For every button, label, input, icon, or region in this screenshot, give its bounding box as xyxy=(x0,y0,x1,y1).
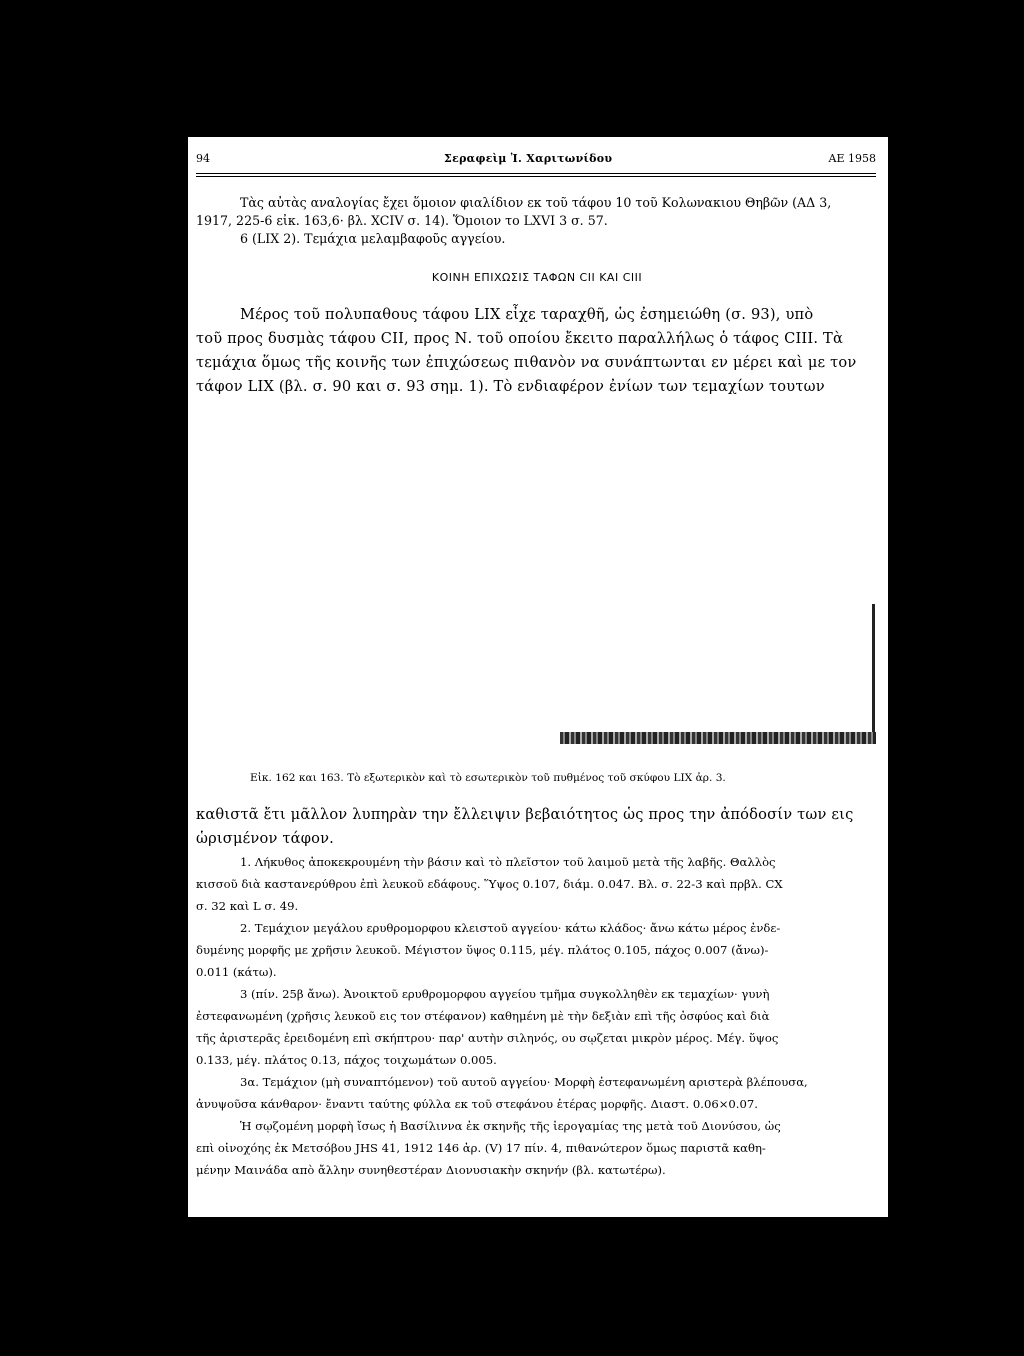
figure-image xyxy=(562,602,878,744)
page-number: 94 xyxy=(196,152,210,165)
catalog-line: μένην Μαινάδα απὸ ἄλλην συνηθεστέραν Διονυσιακὴν σκηνήν (βλ. κατωτέρω). xyxy=(196,1163,666,1177)
catalog-line: 3α. Τεμάχιον (μὴ συναπτόμενον) τοῦ αυτοῦ αγγείου· Μορφὴ ἐστεφανωμένη αριστερὰ βλέπουσα, xyxy=(240,1075,808,1089)
text-line: τοῦ προς δυσμὰς τάφου CII, προς Ν. τοῦ οποίου ἔκειτο παραλλήλως ὁ τάφος CIII. Τὰ xyxy=(196,330,844,347)
figure-edge xyxy=(872,604,875,744)
catalog-line: 0.011 (κάτω). xyxy=(196,965,277,979)
catalog-line: σ. 32 καὶ L σ. 49. xyxy=(196,899,299,913)
text-line: Μέρος τοῦ πολυπαθους τάφου LIX εἶχε ταραχθῆ, ὡς ἐσημειώθη (σ. 93), υπὸ xyxy=(240,306,814,323)
intro-paragraph xyxy=(196,194,878,248)
journal-reference: ΑΕ 1958 xyxy=(828,152,876,165)
text-line: καθιστᾶ ἔτι μᾶλλον λυπηρὰν την ἔλλειψιν βεβαιότητος ὡς προς την ἀπόδοσίν των εις xyxy=(196,806,854,823)
text-line: ὡρισμένον τάφον. xyxy=(196,830,335,847)
catalog-line: κισσοῦ διὰ καστανερύθρου ἐπὶ λευκοῦ εδάφους. Ὕψος 0.107, διάμ. 0.047. Βλ. σ. 22-3 καὶ πρβλ. CX xyxy=(196,877,783,891)
header-rule-double xyxy=(196,176,876,177)
main-paragraph xyxy=(196,303,878,399)
figure-caption: Εἰκ. 162 και 163. Τὸ εξωτερικὸν καὶ τὸ εσωτερικὸν τοῦ πυθμένος τοῦ σκύφου LIX ἀρ. 3. xyxy=(250,772,726,784)
section-heading: ΚΟΙΝΗ ΕΠΙΧΩΣΙΣ ΤΑΦΩΝ CII ΚΑΙ CIII xyxy=(431,271,643,284)
continuation-paragraph xyxy=(196,803,878,851)
catalog-line: ἀνυψοῦσα κάνθαρον· ἔναντι ταύτης φύλλα εκ τοῦ στεφάνου ἑτέρας μορφῆς. Διαστ. 0.06×0.07. xyxy=(196,1097,758,1111)
catalog-line: 3 (πίν. 25β ἄνω). Ἀνοικτοῦ ερυθρομορφου αγγείου τμῆμα συγκολληθὲν εκ τεμαχίων· γυνὴ xyxy=(240,987,770,1001)
catalog-line: ἐστεφανωμένη (χρῆσις λευκοῦ εις τον στέφανον) καθημένη μὲ τὴν δεξιὰν επὶ τῆς ὀσφύος καὶ διὰ xyxy=(196,1009,770,1023)
catalog-line: τῆς ἀριστερᾶς ἐρειδομένη επὶ σκήπτρου· παρ' αυτὴν σιληνός, ου σῳζεται μικρὸν μέρος. Μέγ. ὕψος xyxy=(196,1031,779,1045)
figure-photo-strip xyxy=(560,732,876,744)
text-line: 6 (LIX 2). Τεμάχια μελαμβαφοῦς αγγείου. xyxy=(240,231,506,246)
text-line: τεμάχια ὅμως τῆς κοινῆς των ἐπιχώσεως πιθανὸν να συνάπτωνται εν μέρει καὶ με τον xyxy=(196,354,857,371)
catalog-line: επὶ οἰνοχόης ἐκ Μετσόβου JHS 41, 1912 146 ἀρ. (V) 17 πίν. 4, πιθανώτερον ὅμως παριστᾶ καθη- xyxy=(196,1141,766,1155)
catalog-line: 2. Τεμάχιον μεγάλου ερυθρομορφου κλειστοῦ αγγείου· κάτω κλάδος· ἄνω κάτω μέρος ἐνδε- xyxy=(240,921,781,935)
text-line: τάφον LIX (βλ. σ. 90 και σ. 93 σημ. 1). Τὸ ενδιαφέρον ἐνίων των τεμαχίων τουτων xyxy=(196,378,825,395)
running-header xyxy=(196,152,876,172)
text-line: Τὰς αὐτὰς αναλογίας ἔχει ὅμοιον φιαλίδιον εκ τοῦ τάφου 10 τοῦ Κολωνακιου Θηβῶν (ΑΔ 3, xyxy=(240,195,832,210)
catalog-line: Ἡ σῳζομένη μορφὴ ἴσως ἡ Βασίλιννα ἐκ σκηνῆς τῆς ἱερογαμίας της μετὰ τοῦ Διονύσου, ὡς xyxy=(240,1119,781,1133)
text-line: 1917, 225-6 εἰκ. 163,6· βλ. XCIV σ. 14). Ὅμοιον το LXVI 3 σ. 57. xyxy=(196,213,608,228)
catalog-list xyxy=(196,851,878,1181)
catalog-line: 1. Λήκυθος ἀποκεκρουμένη τὴν βάσιν καὶ τὸ πλεῖστον τοῦ λαιμοῦ μετὰ τῆς λαβῆς. Θαλλὸς xyxy=(240,855,776,869)
running-author: Σεραφεὶμ Ἰ. Χαριτωνίδου xyxy=(444,152,613,165)
catalog-line: 0.133, μέγ. πλάτος 0.13, πάχος τοιχωμάτων 0.005. xyxy=(196,1053,497,1067)
catalog-line: δυμένης μορφῆς με χρῆσιν λευκοῦ. Μέγιστον ὕψος 0.115, μέγ. πλάτος 0.105, πάχος 0.007 (ἄνω)- xyxy=(196,943,769,957)
header-rule xyxy=(196,173,876,174)
